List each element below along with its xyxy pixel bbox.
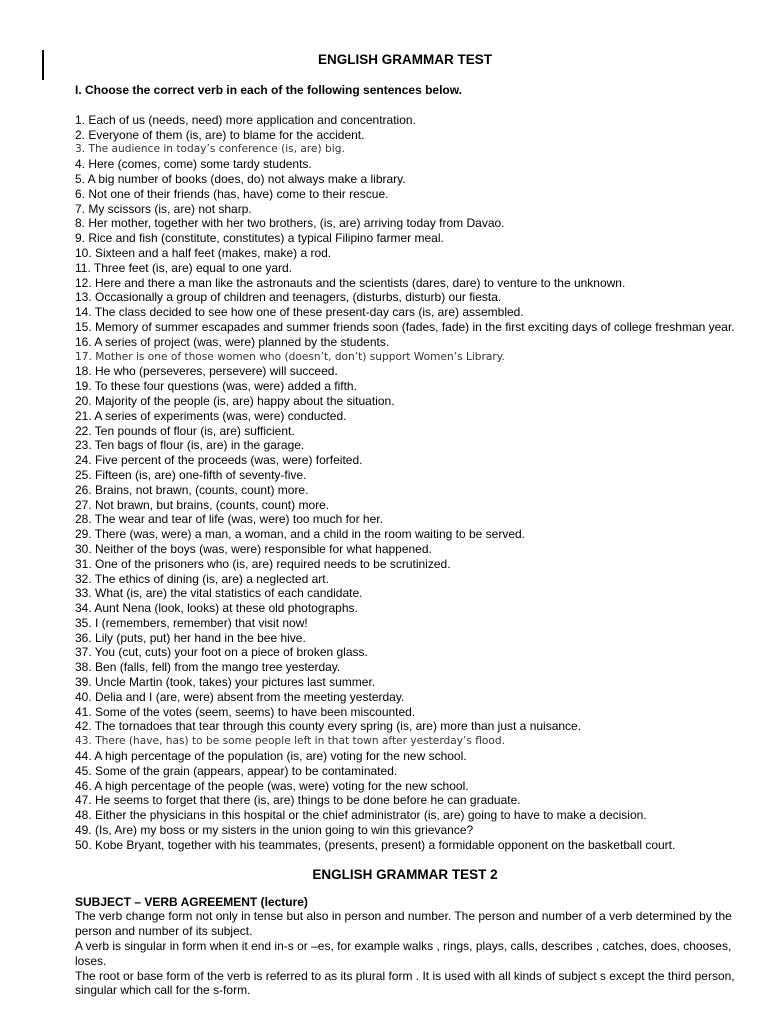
question-item: 19. To these four questions (was, were) added a fifth. [75,379,357,394]
question-item: 28. The wear and tear of life (was, were) too much for her. [75,512,383,527]
question-item: 36. Lily (puts, put) her hand in the bee hive. [75,630,306,645]
question-item: 37. You (cut, cuts) your foot on a piece of broken glass. [75,645,368,660]
question-item: 27. Not brawn, but brains, (counts, count) more. [75,497,330,512]
question-item: 38. Ben (falls, fell) from the mango tree yesterday. [75,660,341,675]
question-item: 42. The tornadoes that tear through this county every spring (is, are) more than just a nuisance. [75,719,582,734]
question-item: 32. The ethics of dining (is, are) a neglected art. [75,571,329,586]
document-page [75,52,735,998]
lecture-heading: SUBJECT – VERB AGREEMENT (lecture) [75,894,308,909]
question-item: 7. My scissors (is, are) not sharp. [75,201,252,216]
question-item: 43. There (have, has) to be some people left in that town after yesterday’s flood. [75,735,505,748]
question-item: 20. Majority of the people (is, are) happy about the situation. [75,393,395,408]
lecture-paragraph: The verb change form not only in tense but also in person and number. The person and number of a verb determined by the person and number of its subject. [75,909,732,939]
question-item: 4. Here (comes, come) some tardy students. [75,157,312,172]
question-item: 5. A big number of books (does, do) not always make a library. [75,171,406,186]
question-item: 50. Kobe Bryant, together with his teammates, (presents, present) a formidable opponent on the basketball court. [75,837,676,852]
test-instruction: I. Choose the correct verb in each of the following sentences below. [75,83,462,97]
question-item: 11. Three feet (is, are) equal to one yard. [75,260,293,275]
question-item: 25. Fifteen (is, are) one-fifth of seventy-five. [75,467,307,482]
lecture-paragraph: The root or base form of the verb is referred to as its plural form . It is used with all kinds of subject s except the third person, singular which call for the s-form. [75,968,735,998]
lecture-paragraph: A verb is singular in form when it end in-s or –es, for example walks , rings, plays, calls, describes , catches, does, chooses, loses. [75,939,732,968]
question-item: 29. There (was, were) a man, a woman, and a child in the room waiting to be served. [75,527,526,542]
text-cursor [42,50,44,80]
question-item: 1. Each of us (needs, need) more application and concentration. [75,112,416,127]
question-item: 26. Brains, not brawn, (counts, count) more. [75,482,309,497]
question-item: 8. Her mother, together with her two brothers, (is, are) arriving today from Davao. [75,216,505,231]
question-item: 48. Either the physicians in this hospital or the chief administrator (is, are) going to have to make a decision. [75,808,647,823]
question-item: 31. One of the prisoners who (is, are) required needs to be scrutinized. [75,556,451,571]
question-item: 10. Sixteen and a half feet (makes, make) a rod. [75,245,332,260]
question-item: 14. The class decided to see how one of these present-day cars (is, are) assembled. [75,305,524,320]
question-item: 45. Some of the grain (appears, appear) to be contaminated. [75,763,398,778]
question-item: 46. A high percentage of the people (was, were) voting for the new school. [75,778,469,793]
question-item: 21. A series of experiments (was, were) conducted. [75,408,347,423]
question-item: 9. Rice and fish (constitute, constitutes) a typical Filipino farmer meal. [75,231,444,246]
question-item: 24. Five percent of the proceeds (was, were) forfeited. [75,453,363,468]
question-item: 30. Neither of the boys (was, were) responsible for what happened. [75,541,432,556]
test-title: ENGLISH GRAMMAR TEST [318,52,492,67]
question-item: 2. Everyone of them (is, are) to blame for the accident. [75,127,365,142]
question-item: 40. Delia and I (are, were) absent from the meeting yesterday. [75,689,405,704]
question-item: 47. He seems to forget that there (is, are) things to be done before he can graduate. [75,793,521,808]
question-item: 17. Mother is one of those women who (doesn’t, don’t) support Women’s Library. [75,350,505,363]
question-item: 35. I (remembers, remember) that visit now! [75,615,308,630]
question-item: 22. Ten pounds of flour (is, are) sufficient. [75,423,295,438]
test2-title: ENGLISH GRAMMAR TEST 2 [312,866,498,882]
question-item: 13. Occasionally a group of children and teenagers, (disturbs, disturb) our fiesta. [75,290,502,305]
question-item: 23. Ten bags of flour (is, are) in the garage. [75,438,305,453]
question-item: 44. A high percentage of the population (is, are) voting for the new school. [75,749,467,764]
question-item: 6. Not one of their friends (has, have) come to their rescue. [75,186,389,201]
question-item: 49. (Is, Are) my boss or my sisters in the union going to win this grievance? [75,823,474,838]
question-item: 39. Uncle Martin (took, takes) your pictures last summer. [75,675,376,690]
question-item: 16. A series of project (was, were) planned by the students. [75,334,390,349]
question-item: 12. Here and there a man like the astronauts and the scientists (dares, dare) to venture to the unknown. [75,275,626,290]
question-item: 3. The audience in today’s conference (is, are) big. [75,143,345,156]
question-item: 33. What (is, are) the vital statistics of each candidate. [75,586,363,601]
question-item: 18. He who (perseveres, persevere) will succeed. [75,364,338,379]
question-list [75,113,735,853]
question-item: 15. Memory of summer escapades and summer friends soon (fades, fade) in the first exciting days of college freshman year. [75,319,735,334]
question-item: 41. Some of the votes (seem, seems) to have been miscounted. [75,704,416,719]
question-item: 34. Aunt Nena (look, looks) at these old photographs. [75,601,358,616]
